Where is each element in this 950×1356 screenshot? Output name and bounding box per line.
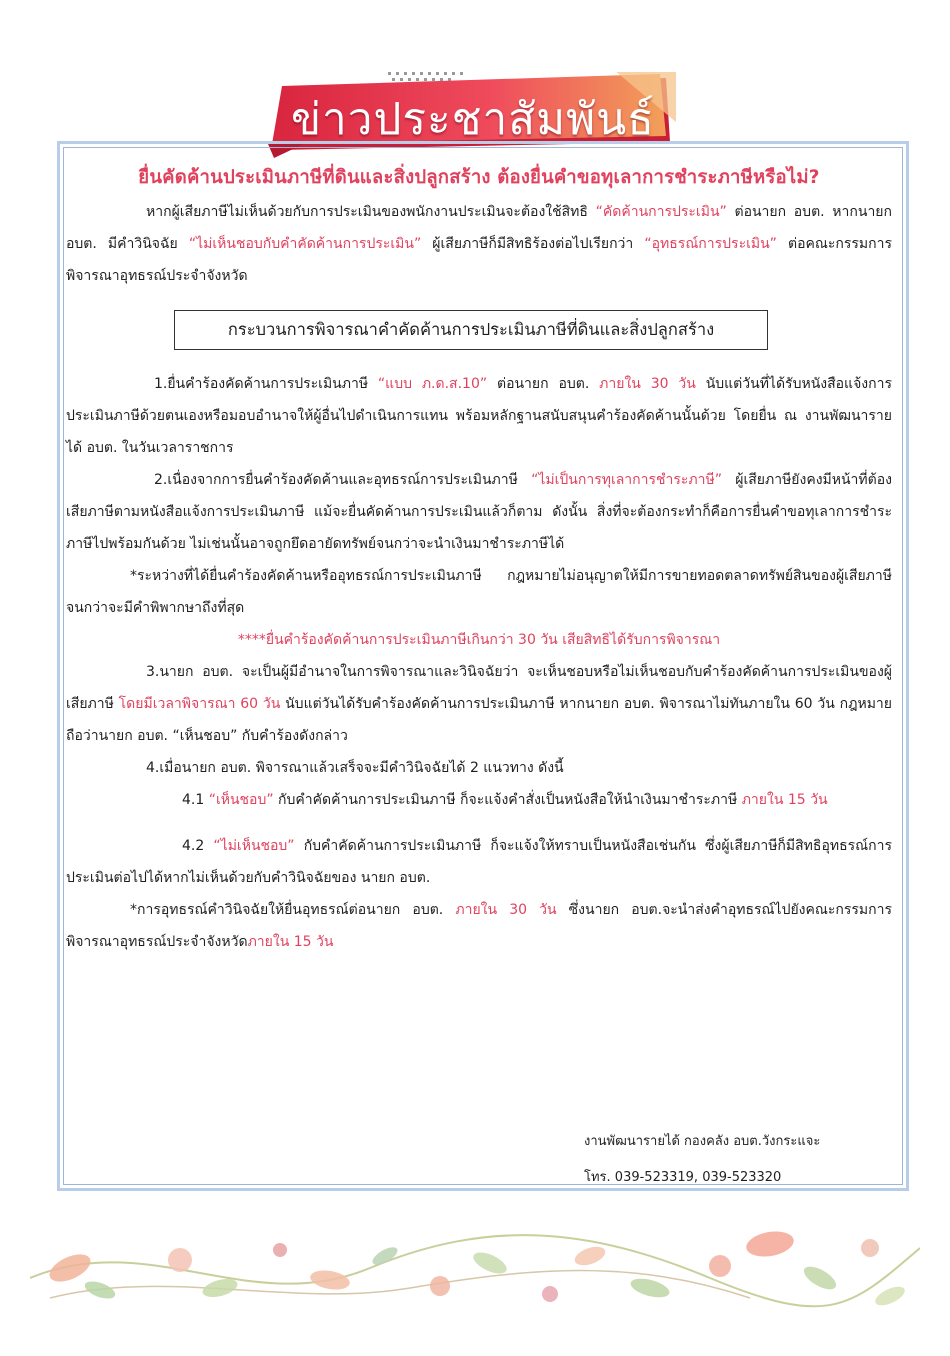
item-1-text-3: นับแต่วันที่ได้รับหนังสือแจ้งการประเมินภาษีด้วยตนเองหรือมอบอำนาจให้ผู้อื่นไปดำเนินการแทน พร้อมหลักฐานสนับสนุนคำร้องคัดค้านนั้นด้วย โดยยื่น ณ งานพัฒนารายได้ อบต. ในวันเวลาราชการ xyxy=(66,376,892,456)
item-1-highlight-1: “แบบ ภ.ด.ส.10” xyxy=(377,376,488,392)
process-title-box: กระบวนการพิจารณาคำคัดค้านการประเมินภาษีที่ดินและสิ่งปลูกสร้าง xyxy=(174,310,768,350)
item-3-text-2: นับแต่วันได้รับคำร้องคัดค้านการประเมินภาษี หากนายก อบต. พิจารณาไม่ทันภายใน 60 วัน กฎหมายถือว่านายก อบต. “เห็นชอบ” กับคำร้องดังกล่าว xyxy=(66,696,892,744)
item-4: 4.เมื่อนายก อบต. พิจารณาแล้วเสร็จจะมีคำวินิจฉัยได้ 2 แนวทาง ดังนี้ xyxy=(146,760,564,776)
intro-highlight-3: “อุทธรณ์การประเมิน” xyxy=(644,236,777,252)
item-3-text-1: 3.นายก อบต. จะเป็นผู้มีอำนาจในการพิจารณาและวินิจฉัยว่า จะเห็นชอบหรือไม่เห็นชอบกับคำร้องคัดค้านการประเมินของผู้เสียภาษี xyxy=(66,664,892,712)
item-4-2 xyxy=(66,830,892,894)
contact-footer xyxy=(584,1124,884,1196)
item-4-1-text-1: 4.1 xyxy=(182,792,209,808)
note-2-highlight-1: ภายใน 30 วัน xyxy=(455,902,557,918)
note-2-text-1: *การอุทธรณ์คำวินิจฉัยให้ยื่นอุทธรณ์ต่อนายก อบต. xyxy=(130,902,456,918)
headline: ยื่นคัดค้านประเมินภาษีที่ดินและสิ่งปลูกสร้าง ต้องยื่นคำขอทุเลาการชำระภาษีหรือไม่? xyxy=(138,167,820,188)
intro-paragraph xyxy=(66,196,892,292)
note-2-highlight-2: ภายใน 15 วัน xyxy=(247,934,334,950)
phone-numbers: โทร. 039-523319, 039-523320 xyxy=(584,1170,782,1185)
office-name: งานพัฒนารายได้ กองคลัง อบต.วังกระแจะ xyxy=(584,1134,821,1149)
item-4-1-highlight-2: ภายใน 15 วัน xyxy=(741,792,828,808)
item-4-2-highlight-1: “ไม่เห็นชอบ” xyxy=(213,838,295,854)
item-1-highlight-2: ภายใน 30 วัน xyxy=(599,376,696,392)
item-3 xyxy=(66,656,892,752)
item-4-1 xyxy=(66,784,892,816)
item-4-1-highlight-1: “เห็นชอบ” xyxy=(208,792,274,808)
item-1-text-2: ต่อนายก อบต. xyxy=(487,376,600,392)
intro-text-3: ผู้เสียภาษีก็มีสิทธิร้องต่อไปเรียกว่า xyxy=(421,236,645,252)
intro-text-4: ต่อคณะกรรมการพิจารณาอุทธรณ์ประจำจังหวัด xyxy=(66,236,892,284)
item-4-1-text-2: กับคำคัดค้านการประเมินภาษี ก็จะแจ้งคำสั่งเป็นหนังสือให้นำเงินมาชำระภาษี xyxy=(273,792,742,808)
item-2-text-2: ผู้เสียภาษียังคงมีหน้าที่ต้องเสียภาษีตามหนังสือแจ้งการประเมินภาษี แม้จะยื่นคัดค้านการประเมินแล้วก็ตาม ดังนั้น สิ่งที่จะต้องกระทำก็คือการยื่นคำขอทุเลาการชำระภาษีไปพร้อมกันด้วย ไม่เช่นนั้นอาจถูกยึดอายัดทรัพย์จนกว่าจะนำเงินมาชำระภาษีได้ xyxy=(66,472,892,552)
item-2-text-1: 2.เนื่องจากการยื่นคำร้องคัดค้านและอุทธรณ์การประเมินภาษี xyxy=(154,472,532,488)
note-2-text-2: ซึ่งนายก อบต.จะนำส่งคำอุทธรณ์ไปยังคณะกรรมการพิจารณาอุทธรณ์ประจำจังหวัด xyxy=(66,902,892,950)
item-4-2-text-1: 4.2 xyxy=(182,838,214,854)
item-1-text-1: 1.ยื่นคำร้องคัดค้านการประเมินภาษี xyxy=(154,376,378,392)
warning-line: ****ยื่นคำร้องคัดค้านการประเมินภาษีเกินกว่า 30 วัน เสียสิทธิได้รับการพิจารณา xyxy=(237,632,721,648)
intro-highlight-1: “คัดค้านการประเมิน” xyxy=(595,204,727,220)
item-1 xyxy=(66,368,892,464)
announcement-body xyxy=(66,162,892,958)
item-3-highlight-1: โดยมีเวลาพิจารณา 60 วัน xyxy=(118,696,281,712)
banner-title: ข่าวประชาสัมพันธ์ xyxy=(290,94,656,145)
note-2 xyxy=(66,894,892,958)
note-1: *ระหว่างที่ได้ยื่นคำร้องคัดค้านหรืออุทธรณ์การประเมินภาษี กฎหมายไม่อนุญาตให้มีการขายทอดตลาดทรัพย์สินของผู้เสียภาษีจนกว่าจะมีคำพิพากษาถึงที่สุด xyxy=(66,568,892,616)
item-2 xyxy=(66,464,892,560)
intro-text-1: หากผู้เสียภาษีไม่เห็นด้วยกับการประเมินของพนักงานประเมินจะต้องใช้สิทธิ xyxy=(146,204,596,220)
floral-decoration xyxy=(30,1208,920,1328)
intro-text-2: ต่อนายก อบต. หากนายก อบต. มีคำวินิจฉัย xyxy=(66,204,892,252)
item-2-highlight-1: “ไม่เป็นการทุเลาการชำระภาษี” xyxy=(531,472,723,488)
spacer xyxy=(66,816,892,830)
item-4-2-text-2: กับคำคัดค้านการประเมินภาษี ก็จะแจ้งให้ทราบเป็นหนังสือเช่นกัน ซึ่งผู้เสียภาษีก็มีสิทธิอุทธรณ์การประเมินต่อไปได้หากไม่เห็นด้วยกับคำวินิจฉัยของ นายก อบต. xyxy=(66,838,893,886)
intro-highlight-2: “ไม่เห็นชอบกับคำคัดค้านการประเมิน” xyxy=(188,236,422,252)
